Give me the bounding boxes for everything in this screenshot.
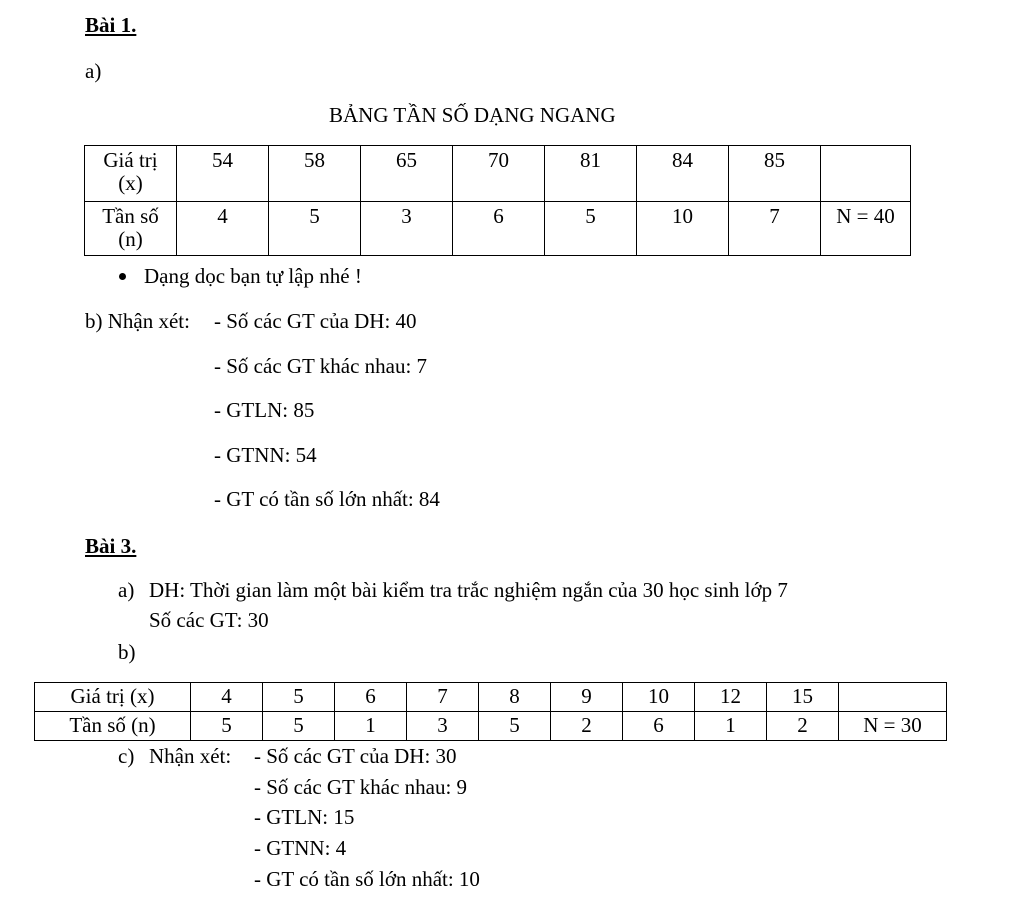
bai1-value-cell: 65 xyxy=(361,146,453,202)
bai1-freq-cell: 5 xyxy=(545,202,637,256)
bai3-value-cell: 7 xyxy=(407,683,479,712)
bai1-remark: - Số các GT khác nhau: 7 xyxy=(214,354,428,378)
bai1-remark: - GTLN: 85 xyxy=(214,398,315,422)
bai1-value-cell: 58 xyxy=(269,146,361,202)
bai1-table-title: BẢNG TẦN SỐ DẠNG NGANG xyxy=(329,103,616,127)
bai1-bullet-item xyxy=(119,266,362,287)
bai1-value-row-header xyxy=(85,146,177,202)
bullet-dot-icon xyxy=(119,273,126,280)
bai1-freq-label-line2: (n) xyxy=(118,227,143,252)
bai3-value-cell: 9 xyxy=(551,683,623,712)
bai3-value-row-header: Giá trị (x) xyxy=(35,683,191,712)
bai3-part-b-label: b) xyxy=(118,640,136,664)
bai1-value-label-line2: (x) xyxy=(118,171,143,196)
bai1-part-b-label: b) Nhận xét: xyxy=(85,309,190,333)
bai3-remark: - Số các GT khác nhau: 9 xyxy=(254,775,468,799)
bai1-value-cell: 54 xyxy=(177,146,269,202)
bai1-bullet-text: Dạng dọc bạn tự lập nhé ! xyxy=(144,264,362,288)
bai1-freq-cell: 3 xyxy=(361,202,453,256)
bai1-freq-row xyxy=(85,202,911,256)
bai3-value-row xyxy=(35,683,947,712)
bai3-value-cell: 5 xyxy=(263,683,335,712)
bai1-value-row xyxy=(85,146,911,202)
bai3-part-a-line1: DH: Thời gian làm một bài kiểm tra trắc nghiệm ngắn của 30 học sinh lớp 7 xyxy=(149,578,788,602)
bai1-value-cell: 84 xyxy=(637,146,729,202)
bai3-remark: - GTLN: 15 xyxy=(254,805,355,829)
bai1-freq-cell: 10 xyxy=(637,202,729,256)
bai1-freq-label-line1: Tần số xyxy=(102,204,159,228)
bai3-freq-cell: 1 xyxy=(695,712,767,741)
bai1-part-a-label: a) xyxy=(85,59,102,83)
bai3-remark: - GT có tần số lớn nhất: 10 xyxy=(254,867,480,891)
bai3-freq-cell: 5 xyxy=(479,712,551,741)
bai3-freq-cell: 3 xyxy=(407,712,479,741)
bai3-freq-row-header: Tần số (n) xyxy=(35,712,191,741)
bai3-value-cell: 4 xyxy=(191,683,263,712)
bai3-remark: - GTNN: 4 xyxy=(254,836,347,860)
bai3-frequency-table xyxy=(34,682,947,741)
bai1-heading: Bài 1. xyxy=(85,13,137,37)
bai3-value-cell: 8 xyxy=(479,683,551,712)
bai3-freq-cell: 1 xyxy=(335,712,407,741)
bai3-freq-cell: 6 xyxy=(623,712,695,741)
bai1-freq-row-header xyxy=(85,202,177,256)
bai1-freq-cell: 4 xyxy=(177,202,269,256)
bai1-value-label-line1: Giá trị xyxy=(103,148,158,172)
bai3-part-c-prefix: Nhận xét: xyxy=(149,744,232,768)
bai1-value-cell: 85 xyxy=(729,146,821,202)
bai3-freq-cell: 5 xyxy=(191,712,263,741)
bai3-remark: - Số các GT của DH: 30 xyxy=(254,744,457,768)
bai3-value-cell: 12 xyxy=(695,683,767,712)
bai3-part-a-label: a) xyxy=(118,578,135,602)
bai3-part-c-label: c) xyxy=(118,744,135,768)
bai3-freq-row xyxy=(35,712,947,741)
bai1-freq-cell: N = 40 xyxy=(821,202,911,256)
bai1-frequency-table xyxy=(84,145,911,256)
bai3-value-cell: 6 xyxy=(335,683,407,712)
bai3-freq-cell: 5 xyxy=(263,712,335,741)
bai3-part-a-line2: Số các GT: 30 xyxy=(149,608,269,632)
bai3-freq-cell: 2 xyxy=(551,712,623,741)
bai3-value-cell: 15 xyxy=(767,683,839,712)
bai3-heading: Bài 3. xyxy=(85,534,137,558)
bai1-value-cell xyxy=(821,146,911,202)
bai1-freq-cell: 7 xyxy=(729,202,821,256)
bai1-freq-cell: 6 xyxy=(453,202,545,256)
bai1-remark: - GT có tần số lớn nhất: 84 xyxy=(214,487,440,511)
bai1-freq-cell: 5 xyxy=(269,202,361,256)
bai3-value-cell xyxy=(839,683,947,712)
bai3-freq-cell: N = 30 xyxy=(839,712,947,741)
bai3-value-cell: 10 xyxy=(623,683,695,712)
bai3-freq-cell: 2 xyxy=(767,712,839,741)
bai1-remark: - GTNN: 54 xyxy=(214,443,317,467)
bai1-value-cell: 81 xyxy=(545,146,637,202)
bai1-value-cell: 70 xyxy=(453,146,545,202)
bai1-remark: - Số các GT của DH: 40 xyxy=(214,309,417,333)
